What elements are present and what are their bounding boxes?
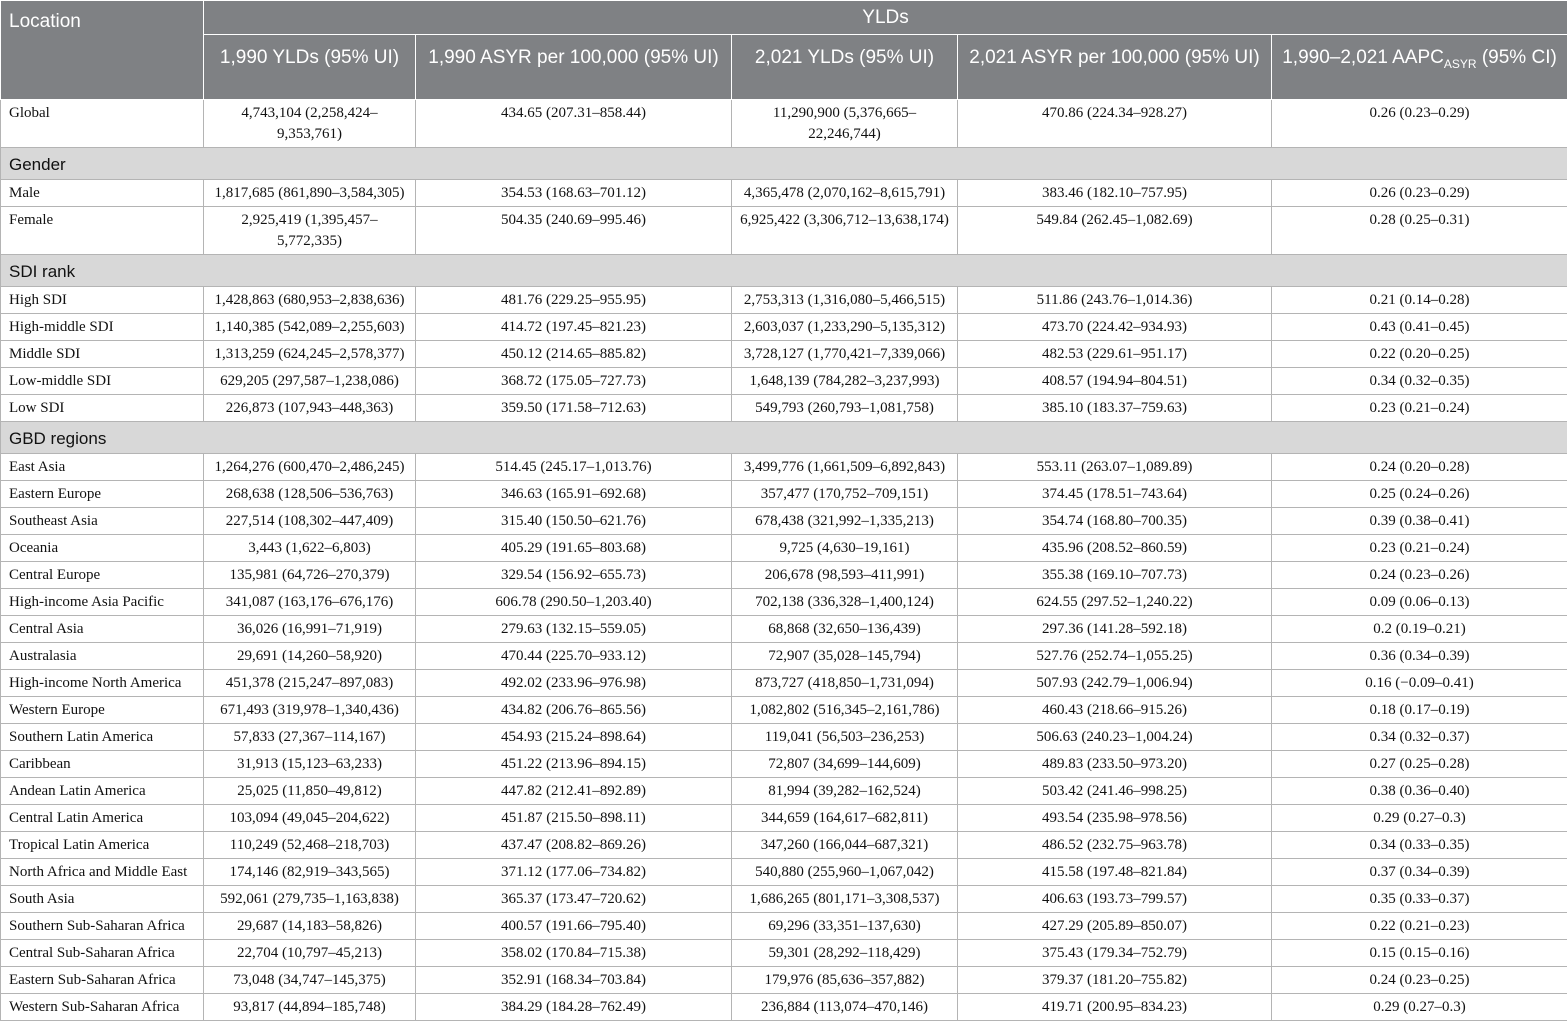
cell-aapc: 0.34 (0.32–0.35)	[1272, 368, 1567, 395]
cell-1990-ylds: 592,061 (279,735–1,163,838)	[204, 886, 416, 913]
cell-2021-asyr: 460.43 (218.66–915.26)	[958, 697, 1272, 724]
cell-aapc: 0.35 (0.33–0.37)	[1272, 886, 1567, 913]
table-row	[1, 481, 1567, 508]
col-header-aapc	[1272, 35, 1567, 100]
row-label: Southern Sub-Saharan Africa	[1, 913, 204, 940]
cell-1990-asyr: 454.93 (215.24–898.64)	[416, 724, 732, 751]
cell-1990-ylds: 73,048 (34,747–145,375)	[204, 967, 416, 994]
table-row	[1, 832, 1567, 859]
table-row	[1, 508, 1567, 535]
row-label: Middle SDI	[1, 341, 204, 368]
cell-2021-ylds: 873,727 (418,850–1,731,094)	[732, 670, 958, 697]
cell-2021-asyr: 374.45 (178.51–743.64)	[958, 481, 1272, 508]
cell-1990-asyr: 400.57 (191.66–795.40)	[416, 913, 732, 940]
section-title: SDI rank	[1, 255, 1567, 287]
table-row	[1, 616, 1567, 643]
cell-1990-ylds: 1,817,685 (861,890–3,584,305)	[204, 180, 416, 207]
cell-2021-asyr: 427.29 (205.89–850.07)	[958, 913, 1272, 940]
cell-2021-asyr: 419.71 (200.95–834.23)	[958, 994, 1272, 1021]
cell-2021-ylds: 6,925,422 (3,306,712–13,638,174)	[732, 207, 958, 255]
row-label: Low-middle SDI	[1, 368, 204, 395]
cell-2021-ylds: 1,686,265 (801,171–3,308,537)	[732, 886, 958, 913]
cell-aapc: 0.29 (0.27–0.3)	[1272, 994, 1567, 1021]
cell-2021-asyr: 486.52 (232.75–963.78)	[958, 832, 1272, 859]
table-row	[1, 751, 1567, 778]
cell-1990-asyr: 371.12 (177.06–734.82)	[416, 859, 732, 886]
row-label: Eastern Sub-Saharan Africa	[1, 967, 204, 994]
cell-1990-ylds: 25,025 (11,850–49,812)	[204, 778, 416, 805]
cell-1990-asyr: 451.22 (213.96–894.15)	[416, 751, 732, 778]
cell-2021-asyr: 297.36 (141.28–592.18)	[958, 616, 1272, 643]
cell-1990-asyr: 359.50 (171.58–712.63)	[416, 395, 732, 422]
cell-1990-ylds: 31,913 (15,123–63,233)	[204, 751, 416, 778]
cell-aapc: 0.23 (0.21–0.24)	[1272, 395, 1567, 422]
cell-aapc: 0.09 (0.06–0.13)	[1272, 589, 1567, 616]
cell-2021-asyr: 375.43 (179.34–752.79)	[958, 940, 1272, 967]
cell-2021-ylds: 3,499,776 (1,661,509–6,892,843)	[732, 454, 958, 481]
aapc-prefix: 1,990–2,021 AAPC	[1282, 47, 1444, 68]
table-row	[1, 589, 1567, 616]
table-row	[1, 368, 1567, 395]
cell-1990-ylds: 22,704 (10,797–45,213)	[204, 940, 416, 967]
cell-1990-ylds: 174,146 (82,919–343,565)	[204, 859, 416, 886]
table-row	[1, 314, 1567, 341]
cell-2021-ylds: 179,976 (85,636–357,882)	[732, 967, 958, 994]
cell-aapc: 0.29 (0.27–0.3)	[1272, 805, 1567, 832]
cell-1990-asyr: 354.53 (168.63–701.12)	[416, 180, 732, 207]
cell-aapc: 0.24 (0.20–0.28)	[1272, 454, 1567, 481]
cell-2021-asyr: 383.46 (182.10–757.95)	[958, 180, 1272, 207]
row-label: North Africa and Middle East	[1, 859, 204, 886]
cell-2021-ylds: 11,290,900 (5,376,665–22,246,744)	[732, 100, 958, 148]
cell-aapc: 0.22 (0.20–0.25)	[1272, 341, 1567, 368]
section-row-sdi	[1, 255, 1567, 287]
cell-2021-asyr: 354.74 (168.80–700.35)	[958, 508, 1272, 535]
col-header-2021-asyr: 2,021 ASYR per 100,000 (95% UI)	[958, 35, 1272, 100]
cell-2021-asyr: 489.83 (233.50–973.20)	[958, 751, 1272, 778]
aapc-suffix: (95% CI)	[1477, 47, 1557, 68]
cell-2021-ylds: 678,438 (321,992–1,335,213)	[732, 508, 958, 535]
cell-2021-ylds: 702,138 (336,328–1,400,124)	[732, 589, 958, 616]
row-label: Central Sub-Saharan Africa	[1, 940, 204, 967]
cell-1990-asyr: 346.63 (165.91–692.68)	[416, 481, 732, 508]
row-label: High-income Asia Pacific	[1, 589, 204, 616]
section-row-gender	[1, 148, 1567, 180]
aapc-subscript: ASYR	[1444, 57, 1477, 71]
cell-2021-asyr: 406.63 (193.73–799.57)	[958, 886, 1272, 913]
col-header-1990-ylds: 1,990 YLDs (95% UI)	[204, 35, 416, 100]
section-row-gbd	[1, 422, 1567, 454]
cell-aapc: 0.15 (0.15–0.16)	[1272, 940, 1567, 967]
cell-2021-asyr: 355.38 (169.10–707.73)	[958, 562, 1272, 589]
cell-aapc: 0.23 (0.21–0.24)	[1272, 535, 1567, 562]
table-row	[1, 670, 1567, 697]
cell-1990-ylds: 110,249 (52,468–218,703)	[204, 832, 416, 859]
table-row-global	[1, 100, 1567, 148]
cell-2021-asyr: 511.86 (243.76–1,014.36)	[958, 287, 1272, 314]
table-row	[1, 207, 1567, 255]
cell-2021-asyr: 506.63 (240.23–1,004.24)	[958, 724, 1272, 751]
cell-1990-ylds: 451,378 (215,247–897,083)	[204, 670, 416, 697]
cell-aapc: 0.34 (0.32–0.37)	[1272, 724, 1567, 751]
col-header-1990-asyr: 1,990 ASYR per 100,000 (95% UI)	[416, 35, 732, 100]
row-label: Caribbean	[1, 751, 204, 778]
cell-1990-ylds: 671,493 (319,978–1,340,436)	[204, 697, 416, 724]
cell-1990-asyr: 384.29 (184.28–762.49)	[416, 994, 732, 1021]
cell-1990-asyr: 451.87 (215.50–898.11)	[416, 805, 732, 832]
cell-2021-ylds: 59,301 (28,292–118,429)	[732, 940, 958, 967]
table-row	[1, 341, 1567, 368]
cell-2021-asyr: 385.10 (183.37–759.63)	[958, 395, 1272, 422]
row-label: Eastern Europe	[1, 481, 204, 508]
cell-aapc: 0.21 (0.14–0.28)	[1272, 287, 1567, 314]
cell-1990-ylds: 4,743,104 (2,258,424–9,353,761)	[204, 100, 416, 148]
cell-2021-ylds: 72,907 (35,028–145,794)	[732, 643, 958, 670]
cell-2021-ylds: 1,648,139 (784,282–3,237,993)	[732, 368, 958, 395]
row-label: Southeast Asia	[1, 508, 204, 535]
table-row	[1, 778, 1567, 805]
table-row	[1, 697, 1567, 724]
cell-aapc: 0.2 (0.19–0.21)	[1272, 616, 1567, 643]
cell-2021-asyr: 379.37 (181.20–755.82)	[958, 967, 1272, 994]
row-label: Central Asia	[1, 616, 204, 643]
cell-2021-asyr: 553.11 (263.07–1,089.89)	[958, 454, 1272, 481]
cell-1990-asyr: 447.82 (212.41–892.89)	[416, 778, 732, 805]
row-label: South Asia	[1, 886, 204, 913]
table-row	[1, 724, 1567, 751]
row-label: Oceania	[1, 535, 204, 562]
cell-1990-ylds: 1,264,276 (600,470–2,486,245)	[204, 454, 416, 481]
cell-2021-asyr: 482.53 (229.61–951.17)	[958, 341, 1272, 368]
row-label: Global	[1, 100, 204, 148]
row-label: Andean Latin America	[1, 778, 204, 805]
cell-2021-asyr: 549.84 (262.45–1,082.69)	[958, 207, 1272, 255]
cell-1990-ylds: 341,087 (163,176–676,176)	[204, 589, 416, 616]
cell-1990-asyr: 315.40 (150.50–621.76)	[416, 508, 732, 535]
cell-2021-ylds: 69,296 (33,351–137,630)	[732, 913, 958, 940]
row-label: Australasia	[1, 643, 204, 670]
cell-1990-ylds: 1,428,863 (680,953–2,838,636)	[204, 287, 416, 314]
cell-2021-ylds: 4,365,478 (2,070,162–8,615,791)	[732, 180, 958, 207]
cell-2021-ylds: 236,884 (113,074–470,146)	[732, 994, 958, 1021]
row-label: High SDI	[1, 287, 204, 314]
table-row	[1, 180, 1567, 207]
cell-2021-ylds: 2,603,037 (1,233,290–5,135,312)	[732, 314, 958, 341]
table-row	[1, 454, 1567, 481]
cell-aapc: 0.18 (0.17–0.19)	[1272, 697, 1567, 724]
table-row	[1, 535, 1567, 562]
table-row	[1, 994, 1567, 1021]
col-header-2021-ylds: 2,021 YLDs (95% UI)	[732, 35, 958, 100]
cell-2021-asyr: 415.58 (197.48–821.84)	[958, 859, 1272, 886]
table-row	[1, 886, 1567, 913]
cell-1990-ylds: 629,205 (297,587–1,238,086)	[204, 368, 416, 395]
cell-2021-ylds: 347,260 (166,044–687,321)	[732, 832, 958, 859]
cell-2021-ylds: 344,659 (164,617–682,811)	[732, 805, 958, 832]
cell-1990-asyr: 514.45 (245.17–1,013.76)	[416, 454, 732, 481]
row-label: Female	[1, 207, 204, 255]
cell-2021-ylds: 119,041 (56,503–236,253)	[732, 724, 958, 751]
cell-aapc: 0.38 (0.36–0.40)	[1272, 778, 1567, 805]
cell-1990-ylds: 3,443 (1,622–6,803)	[204, 535, 416, 562]
cell-aapc: 0.36 (0.34–0.39)	[1272, 643, 1567, 670]
cell-2021-asyr: 473.70 (224.42–934.93)	[958, 314, 1272, 341]
cell-aapc: 0.22 (0.21–0.23)	[1272, 913, 1567, 940]
table-row	[1, 643, 1567, 670]
cell-1990-ylds: 29,691 (14,260–58,920)	[204, 643, 416, 670]
cell-2021-ylds: 206,678 (98,593–411,991)	[732, 562, 958, 589]
table-row	[1, 859, 1567, 886]
row-label: Male	[1, 180, 204, 207]
cell-aapc: 0.26 (0.23–0.29)	[1272, 100, 1567, 148]
cell-1990-asyr: 606.78 (290.50–1,203.40)	[416, 589, 732, 616]
table-row	[1, 967, 1567, 994]
cell-1990-ylds: 135,981 (64,726–270,379)	[204, 562, 416, 589]
row-label: Southern Latin America	[1, 724, 204, 751]
cell-1990-ylds: 93,817 (44,894–185,748)	[204, 994, 416, 1021]
table-row	[1, 395, 1567, 422]
table-row	[1, 562, 1567, 589]
cell-aapc: 0.25 (0.24–0.26)	[1272, 481, 1567, 508]
cell-aapc: 0.34 (0.33–0.35)	[1272, 832, 1567, 859]
ylds-group-header: YLDs	[204, 1, 1567, 35]
cell-2021-ylds: 2,753,313 (1,316,080–5,466,515)	[732, 287, 958, 314]
cell-1990-asyr: 434.65 (207.31–858.44)	[416, 100, 732, 148]
cell-aapc: 0.28 (0.25–0.31)	[1272, 207, 1567, 255]
row-label: East Asia	[1, 454, 204, 481]
cell-2021-ylds: 540,880 (255,960–1,067,042)	[732, 859, 958, 886]
cell-1990-ylds: 1,313,259 (624,245–2,578,377)	[204, 341, 416, 368]
cell-1990-asyr: 450.12 (214.65–885.82)	[416, 341, 732, 368]
cell-1990-ylds: 103,094 (49,045–204,622)	[204, 805, 416, 832]
cell-1990-ylds: 1,140,385 (542,089–2,255,603)	[204, 314, 416, 341]
cell-2021-asyr: 470.86 (224.34–928.27)	[958, 100, 1272, 148]
cell-2021-asyr: 527.76 (252.74–1,055.25)	[958, 643, 1272, 670]
section-title: Gender	[1, 148, 1567, 180]
location-header: Location	[1, 1, 204, 100]
row-label: High-income North America	[1, 670, 204, 697]
cell-2021-ylds: 357,477 (170,752–709,151)	[732, 481, 958, 508]
row-label: Tropical Latin America	[1, 832, 204, 859]
cell-2021-asyr: 493.54 (235.98–978.56)	[958, 805, 1272, 832]
cell-1990-asyr: 352.91 (168.34–703.84)	[416, 967, 732, 994]
cell-aapc: 0.43 (0.41–0.45)	[1272, 314, 1567, 341]
row-label: Central Europe	[1, 562, 204, 589]
section-title: GBD regions	[1, 422, 1567, 454]
row-label: Western Europe	[1, 697, 204, 724]
cell-1990-asyr: 492.02 (233.96–976.98)	[416, 670, 732, 697]
row-label: Low SDI	[1, 395, 204, 422]
cell-1990-ylds: 57,833 (27,367–114,167)	[204, 724, 416, 751]
row-label: High-middle SDI	[1, 314, 204, 341]
cell-2021-asyr: 507.93 (242.79–1,006.94)	[958, 670, 1272, 697]
cell-2021-asyr: 435.96 (208.52–860.59)	[958, 535, 1272, 562]
cell-1990-asyr: 405.29 (191.65–803.68)	[416, 535, 732, 562]
cell-2021-ylds: 9,725 (4,630–19,161)	[732, 535, 958, 562]
cell-1990-asyr: 470.44 (225.70–933.12)	[416, 643, 732, 670]
cell-1990-asyr: 365.37 (173.47–720.62)	[416, 886, 732, 913]
cell-1990-ylds: 268,638 (128,506–536,763)	[204, 481, 416, 508]
table-row	[1, 940, 1567, 967]
cell-2021-ylds: 81,994 (39,282–162,524)	[732, 778, 958, 805]
table-row	[1, 287, 1567, 314]
cell-1990-ylds: 36,026 (16,991–71,919)	[204, 616, 416, 643]
cell-1990-asyr: 437.47 (208.82–869.26)	[416, 832, 732, 859]
cell-1990-asyr: 329.54 (156.92–655.73)	[416, 562, 732, 589]
cell-2021-asyr: 503.42 (241.46–998.25)	[958, 778, 1272, 805]
cell-1990-ylds: 227,514 (108,302–447,409)	[204, 508, 416, 535]
cell-1990-ylds: 2,925,419 (1,395,457–5,772,335)	[204, 207, 416, 255]
cell-2021-asyr: 624.55 (297.52–1,240.22)	[958, 589, 1272, 616]
cell-aapc: 0.27 (0.25–0.28)	[1272, 751, 1567, 778]
cell-1990-asyr: 481.76 (229.25–955.95)	[416, 287, 732, 314]
cell-aapc: 0.16 (−0.09–0.41)	[1272, 670, 1567, 697]
cell-1990-asyr: 504.35 (240.69–995.46)	[416, 207, 732, 255]
cell-2021-ylds: 3,728,127 (1,770,421–7,339,066)	[732, 341, 958, 368]
cell-aapc: 0.37 (0.34–0.39)	[1272, 859, 1567, 886]
cell-2021-ylds: 549,793 (260,793–1,081,758)	[732, 395, 958, 422]
cell-1990-ylds: 226,873 (107,943–448,363)	[204, 395, 416, 422]
cell-1990-asyr: 279.63 (132.15–559.05)	[416, 616, 732, 643]
cell-1990-asyr: 434.82 (206.76–865.56)	[416, 697, 732, 724]
cell-2021-ylds: 1,082,802 (516,345–2,161,786)	[732, 697, 958, 724]
cell-1990-asyr: 368.72 (175.05–727.73)	[416, 368, 732, 395]
row-label: Central Latin America	[1, 805, 204, 832]
cell-2021-ylds: 68,868 (32,650–136,439)	[732, 616, 958, 643]
cell-aapc: 0.24 (0.23–0.26)	[1272, 562, 1567, 589]
row-label: Western Sub-Saharan Africa	[1, 994, 204, 1021]
cell-aapc: 0.26 (0.23–0.29)	[1272, 180, 1567, 207]
table-row	[1, 913, 1567, 940]
cell-1990-ylds: 29,687 (14,183–58,826)	[204, 913, 416, 940]
cell-2021-ylds: 72,807 (34,699–144,609)	[732, 751, 958, 778]
cell-2021-asyr: 408.57 (194.94–804.51)	[958, 368, 1272, 395]
cell-aapc: 0.24 (0.23–0.25)	[1272, 967, 1567, 994]
cell-aapc: 0.39 (0.38–0.41)	[1272, 508, 1567, 535]
cell-1990-asyr: 358.02 (170.84–715.38)	[416, 940, 732, 967]
table-row	[1, 805, 1567, 832]
cell-1990-asyr: 414.72 (197.45–821.23)	[416, 314, 732, 341]
